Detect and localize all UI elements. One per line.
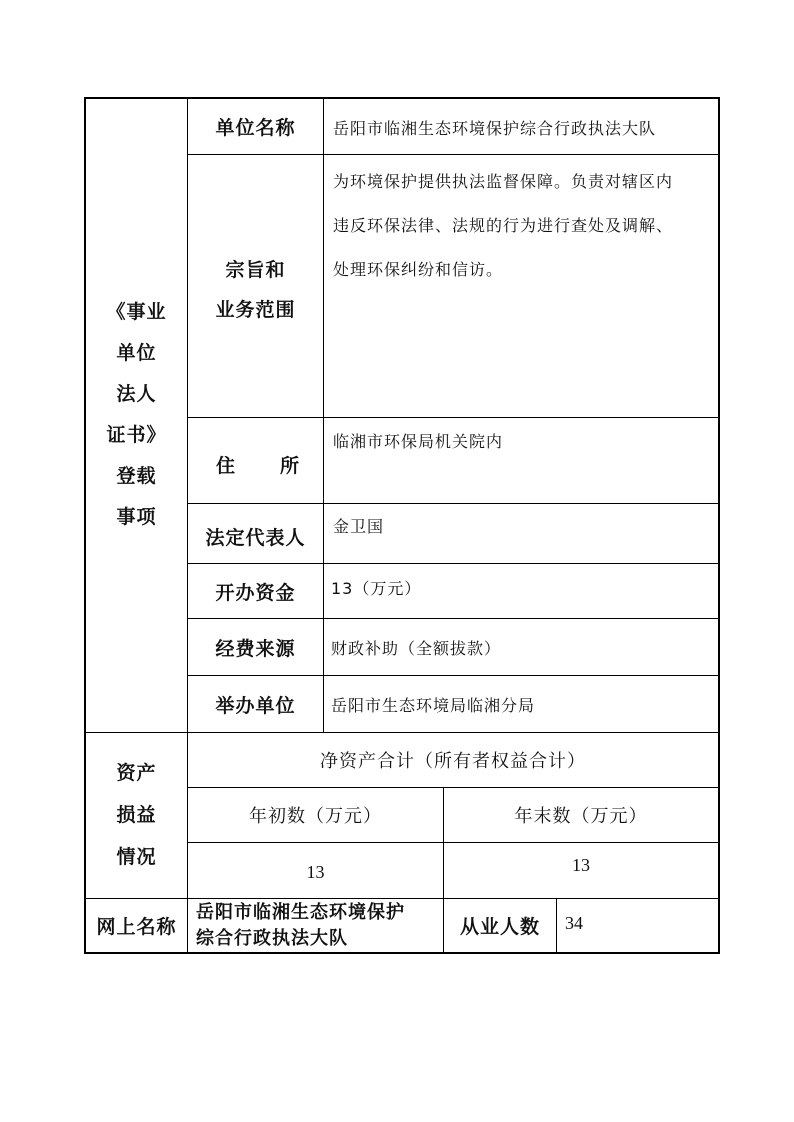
- row-divider: [187, 154, 720, 155]
- funding-value: 财政补助（全额拔款）: [331, 639, 502, 658]
- online-name-value: 岳阳市临湘生态环境保护 综合行政执法大队: [196, 902, 405, 949]
- online-name-label: 网上名称: [96, 916, 177, 938]
- address-label: 住 所: [216, 455, 301, 477]
- address-value: 临湘市环保局机关院内: [333, 432, 504, 451]
- staff-count-label: 从业人数: [459, 916, 540, 938]
- registration-section-label: 《事业 单位 法人 证书》 登载 事项: [106, 301, 167, 528]
- purpose-value: 为环境保护提供执法监督保障。负责对辖区内 违反环保法律、法规的行为进行查处及调解、 处理环保纠纷和信访。: [333, 172, 674, 279]
- end-year-label: 年末数（万元）: [514, 806, 648, 827]
- table-border-bottom: [84, 952, 720, 954]
- legal-rep-value: 金卫国: [333, 517, 385, 536]
- sponsor-label: 举办单位: [215, 694, 296, 717]
- capital-label: 开办资金: [215, 581, 296, 604]
- table-border-right: [718, 97, 720, 954]
- col-divider: [556, 898, 557, 954]
- assets-section-label: 资产 损益 情况: [116, 762, 157, 868]
- end-year-value: 13: [572, 854, 590, 875]
- legal-rep-label: 法定代表人: [205, 527, 306, 549]
- table-border-top: [84, 97, 720, 99]
- unit-name-label: 单位名称: [215, 117, 296, 139]
- net-assets-header: 净资产合计（所有者权益合计）: [320, 751, 586, 772]
- begin-year-value: 13: [306, 861, 325, 882]
- staff-count-value: 34: [565, 913, 583, 933]
- unit-name-value: 岳阳市临湘生态环境保护综合行政执法大队: [333, 119, 657, 138]
- begin-year-label: 年初数（万元）: [249, 806, 382, 827]
- sponsor-value: 岳阳市生态环境局临湘分局: [331, 696, 536, 715]
- funding-label: 经费来源: [215, 637, 296, 660]
- row-divider: [187, 503, 720, 504]
- purpose-label: 宗旨和 业务范围: [215, 259, 296, 321]
- capital-value: 13（万元）: [331, 579, 422, 598]
- col-divider: [323, 97, 324, 732]
